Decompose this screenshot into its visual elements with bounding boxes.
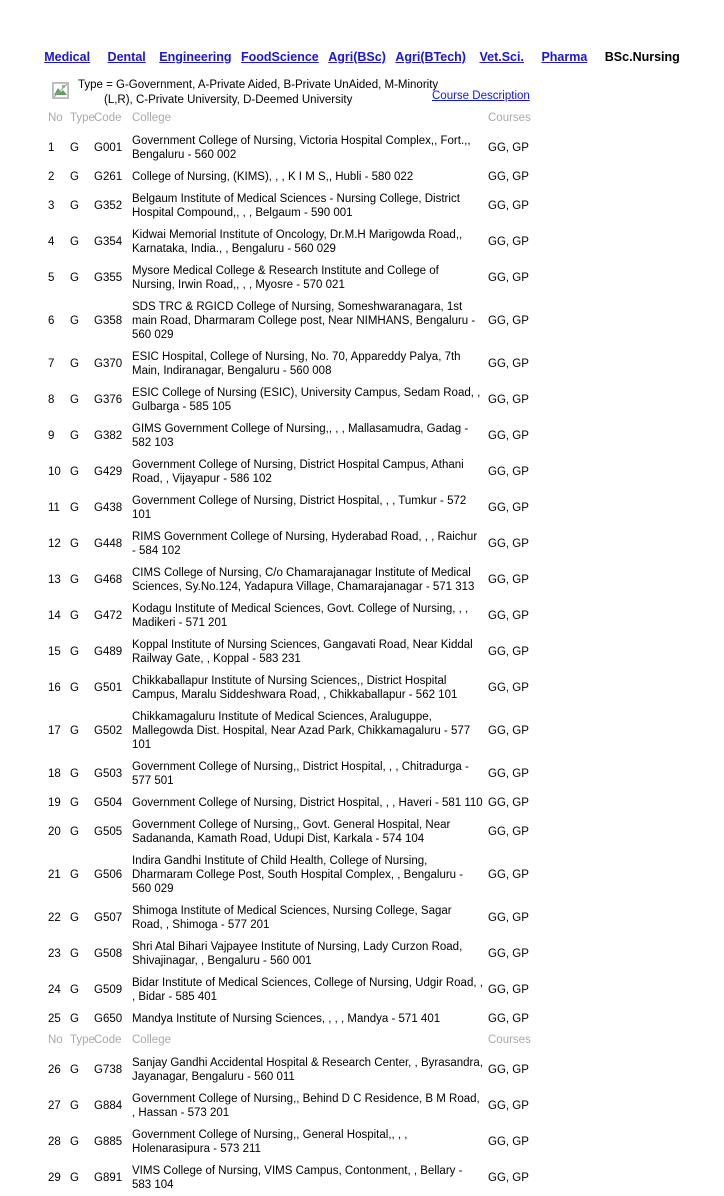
cell-courses: GG, GP (488, 1064, 529, 1076)
table-row (0, 224, 724, 260)
cell-no: 11 (48, 502, 60, 514)
cell-courses: GG, GP (488, 430, 529, 442)
cell-type: G (70, 984, 79, 996)
cell-code: G884 (94, 1100, 123, 1112)
table-row (0, 1160, 724, 1196)
nav-link-pharma[interactable]: Pharma (541, 50, 588, 64)
row-spacer (0, 670, 46, 706)
cell-type: G (70, 466, 79, 478)
cell-type: G (70, 1100, 79, 1112)
cell-code: G429 (94, 466, 123, 478)
row-spacer (0, 296, 46, 346)
cell-code: G261 (94, 171, 123, 183)
cell-no: 14 (48, 610, 61, 622)
header-college: College (132, 1034, 171, 1046)
table-row (0, 850, 724, 900)
cell-college: Mandya Institute of Nursing Sciences, , , , Mandya - 571 401 (132, 1013, 441, 1025)
type-legend-text (78, 78, 448, 107)
cell-courses: GG, GP (488, 1100, 529, 1112)
cell-no: 28 (48, 1136, 61, 1148)
cell-code: G352 (94, 200, 123, 212)
row-spacer (0, 260, 46, 296)
cell-courses: GG, GP (488, 682, 529, 694)
row-spacer (0, 454, 46, 490)
cell-code: G504 (94, 797, 123, 809)
header-no: No (48, 112, 63, 124)
table-header-row (0, 108, 724, 130)
cell-type: G (70, 358, 79, 370)
table-row (0, 490, 724, 526)
table-row (0, 1052, 724, 1088)
row-spacer (0, 130, 46, 166)
course-description-link[interactable]: Course Description (432, 90, 530, 102)
cell-college: ESIC Hospital, College of Nursing, No. 70, Appareddy Palya, 7th Main, Indiranagar, Bengaluru - 560 008 (132, 351, 461, 377)
cell-no: 2 (48, 171, 55, 183)
cell-type: G (70, 768, 79, 780)
cell-code: G885 (94, 1136, 123, 1148)
cell-college: Chikkaballapur Institute of Nursing Sciences,, District Hospital Campus, Maralu Siddeshwara Road, , Chikkaballapur - 562 101 (132, 675, 458, 701)
cell-code: G358 (94, 315, 123, 327)
cell-code: G502 (94, 725, 123, 737)
cell-courses: GG, GP (488, 610, 529, 622)
header-type: Type (70, 112, 95, 124)
cell-courses: GG, GP (488, 646, 529, 658)
cell-no: 20 (48, 826, 61, 838)
cell-college: ESIC College of Nursing (ESIC), University Campus, Sedam Road, , Gulbarga - 585 105 (132, 387, 481, 413)
cell-type: G (70, 869, 79, 881)
cell-type: G (70, 682, 79, 694)
cell-no: 10 (48, 466, 61, 478)
cell-no: 8 (48, 394, 55, 406)
cell-code: G506 (94, 869, 123, 881)
nav-link-dental[interactable]: Dental (107, 50, 146, 64)
row-spacer (0, 382, 46, 418)
type-legend-line1: Type = G-Government, A-Private Aided, B-Private UnAided, M-Minority (78, 79, 439, 91)
cell-courses: GG, GP (488, 538, 529, 550)
colleges-table-wrapper (0, 108, 724, 1196)
cell-code: G507 (94, 912, 123, 924)
cell-courses: GG, GP (488, 236, 529, 248)
cell-no: 13 (48, 574, 61, 586)
cell-no: 26 (48, 1064, 61, 1076)
cell-no: 1 (48, 142, 55, 154)
cell-type: G (70, 725, 79, 737)
cell-courses: GG, GP (488, 315, 529, 327)
cell-college: GIMS Government College of Nursing,, , , Mallasamudra, Gadag - 582 103 (132, 423, 469, 449)
cell-type: G (70, 272, 79, 284)
header-type: Type (70, 1034, 95, 1046)
row-spacer (0, 490, 46, 526)
cell-no: 3 (48, 200, 55, 212)
cell-college: Government College of Nursing,, General Hospital,, , , Holenarasipura - 573 211 (132, 1129, 408, 1155)
cell-no: 16 (48, 682, 61, 694)
cell-college: Belgaum Institute of Medical Sciences - Nursing College, District Hospital Compound,, , , Belgaum - 590 001 (132, 193, 460, 219)
table-row (0, 1008, 724, 1030)
cell-type: G (70, 538, 79, 550)
row-spacer (0, 188, 46, 224)
cell-college: Government College of Nursing, District Hospital, , , Tumkur - 572 101 (132, 495, 467, 521)
cell-code: G505 (94, 826, 123, 838)
table-row (0, 382, 724, 418)
cell-college: RIMS Government College of Nursing, Hyderabad Road, , , Raichur - 584 102 (132, 531, 478, 557)
row-spacer (0, 756, 46, 792)
cell-code: G891 (94, 1172, 123, 1184)
cell-no: 6 (48, 315, 55, 327)
table-row (0, 598, 724, 634)
cell-courses: GG, GP (488, 797, 529, 809)
cell-college: Government College of Nursing,, Govt. General Hospital, Near Sadananda, Kamath Road, Udupi Dist, Karkala - 574 104 (132, 819, 451, 845)
table-row (0, 756, 724, 792)
nav-link-agri-btech[interactable]: Agri(BTech) (395, 50, 466, 64)
cell-no: 23 (48, 948, 61, 960)
cell-courses: GG, GP (488, 574, 529, 586)
header-courses: Courses (488, 112, 531, 124)
cell-no: 5 (48, 272, 55, 284)
cell-code: G489 (94, 646, 123, 658)
header-spacer (0, 1030, 46, 1052)
cell-college: College of Nursing, (KIMS), , , K I M S,, Hubli - 580 022 (132, 171, 414, 183)
row-spacer (0, 346, 46, 382)
top-navigation (0, 50, 724, 64)
cell-type: G (70, 912, 79, 924)
cell-courses: GG, GP (488, 912, 529, 924)
table-row (0, 706, 724, 756)
type-legend-line2: (L,R), C-Private University, D-Deemed University (104, 93, 353, 106)
table-row (0, 1088, 724, 1124)
row-spacer (0, 936, 46, 972)
cell-no: 24 (48, 984, 61, 996)
row-spacer (0, 972, 46, 1008)
cell-college: Chikkamagaluru Institute of Medical Sciences, Araluguppe, Mallegowda Dist. Hospital, Near Azad Park, Chikkamagaluru - 577 101 (132, 711, 471, 751)
table-row (0, 188, 724, 224)
row-spacer (0, 706, 46, 756)
cell-courses: GG, GP (488, 502, 529, 514)
row-spacer (0, 1008, 46, 1030)
cell-code: G509 (94, 984, 123, 996)
cell-code: G382 (94, 430, 123, 442)
cell-no: 15 (48, 646, 61, 658)
table-row (0, 346, 724, 382)
cell-type: G (70, 1013, 79, 1025)
table-row (0, 814, 724, 850)
cell-courses: GG, GP (488, 466, 529, 478)
header-no: No (48, 1034, 63, 1046)
row-spacer (0, 224, 46, 260)
row-spacer (0, 1088, 46, 1124)
cell-courses: GG, GP (488, 394, 529, 406)
cell-code: G354 (94, 236, 123, 248)
cell-courses: GG, GP (488, 142, 529, 154)
cell-no: 18 (48, 768, 61, 780)
cell-type: G (70, 1064, 79, 1076)
row-spacer (0, 166, 46, 188)
table-row (0, 1124, 724, 1160)
cell-code: G001 (94, 142, 123, 154)
table-row (0, 936, 724, 972)
nav-link-medical[interactable]: Medical (44, 50, 91, 64)
cell-type: G (70, 236, 79, 248)
colleges-table-body (0, 108, 724, 1196)
table-row (0, 166, 724, 188)
cell-type: G (70, 1136, 79, 1148)
cell-courses: GG, GP (488, 869, 529, 881)
cell-courses: GG, GP (488, 826, 529, 838)
cell-college: Mysore Medical College & Research Institute and College of Nursing, Irwin Road,, , , Myosre - 570 021 (132, 265, 439, 291)
cell-courses: GG, GP (488, 1136, 529, 1148)
nav-link-vet-sci[interactable]: Vet.Sci. (479, 50, 524, 64)
cell-type: G (70, 826, 79, 838)
nav-current-bsc-nursing: BSc.Nursing (604, 50, 680, 64)
cell-no: 27 (48, 1100, 61, 1112)
colleges-table (0, 108, 724, 1196)
cell-type: G (70, 797, 79, 809)
cell-no: 19 (48, 797, 61, 809)
cell-courses: GG, GP (488, 984, 529, 996)
cell-no: 22 (48, 912, 61, 924)
cell-college: Shri Atal Bihari Vajpayee Institute of Nursing, Lady Curzon Road, Shivajinagar, , Bengaluru - 560 001 (132, 941, 463, 967)
row-spacer (0, 1052, 46, 1088)
cell-college: VIMS College of Nursing, VIMS Campus, Contonment, , Bellary - 583 104 (132, 1165, 463, 1191)
row-spacer (0, 814, 46, 850)
table-row (0, 526, 724, 562)
cell-type: G (70, 430, 79, 442)
table-row (0, 296, 724, 346)
table-row (0, 130, 724, 166)
table-row (0, 562, 724, 598)
nav-link-engineering[interactable]: Engineering (159, 50, 232, 64)
cell-college: Sanjay Gandhi Accidental Hospital & Research Center, , Byrasandra, Jayanagar, Bengaluru - 560 011 (132, 1057, 483, 1083)
table-row (0, 418, 724, 454)
row-spacer (0, 634, 46, 670)
cell-courses: GG, GP (488, 272, 529, 284)
cell-college: Kodagu Institute of Medical Sciences, Govt. College of Nursing, , , Madikeri - 571 201 (132, 603, 469, 629)
cell-type: G (70, 574, 79, 586)
cell-courses: GG, GP (488, 725, 529, 737)
cell-type: G (70, 646, 79, 658)
cell-college: CIMS College of Nursing, C/o Chamarajanagar Institute of Medical Sciences, Sy.No.124, Yadapura Village, Chamarajanagar - 571 313 (132, 567, 475, 593)
cell-no: 12 (48, 538, 61, 550)
cell-college: Indira Gandhi Institute of Child Health, College of Nursing, Dharmaram College Post, South Hospital Complex, , Bengaluru - 560 029 (132, 855, 464, 895)
cell-courses: GG, GP (488, 1172, 529, 1184)
cell-courses: GG, GP (488, 358, 529, 370)
header-code: Code (94, 1034, 122, 1046)
cell-type: G (70, 394, 79, 406)
nav-link-foodscience[interactable]: FoodScience (240, 50, 319, 64)
cell-college: Koppal Institute of Nursing Sciences, Gangavati Road, Near Kiddal Railway Gate, , Koppal - 583 231 (132, 639, 473, 665)
cell-code: G438 (94, 502, 123, 514)
cell-college: Shimoga Institute of Medical Sciences, Nursing College, Sagar Road, , Shimoga - 577 201 (132, 905, 452, 931)
cell-type: G (70, 200, 79, 212)
cell-type: G (70, 948, 79, 960)
row-spacer (0, 418, 46, 454)
cell-college: Government College of Nursing, Victoria Hospital Complex,, Fort.,, Bengaluru - 560 002 (132, 135, 471, 161)
table-row (0, 454, 724, 490)
cell-college: SDS TRC & RGICD College of Nursing, Someshwaranagara, 1st main Road, Dharmaram College post, Near NIMHANS, Bengaluru - 560 029 (132, 301, 476, 341)
cell-college: Government College of Nursing, District Hospital Campus, Athani Road, , Vijayapur - 586 102 (132, 459, 464, 485)
table-row (0, 634, 724, 670)
nav-link-agri-bsc[interactable]: Agri(BSc) (328, 50, 386, 64)
row-spacer (0, 900, 46, 936)
cell-code: G650 (94, 1013, 123, 1025)
header-courses: Courses (488, 1034, 531, 1046)
cell-courses: GG, GP (488, 948, 529, 960)
cell-no: 7 (48, 358, 55, 370)
cell-college: Government College of Nursing,, District Hospital, , , Chitradurga - 577 501 (132, 761, 469, 787)
cell-code: G472 (94, 610, 123, 622)
cell-code: G738 (94, 1064, 123, 1076)
cell-code: G376 (94, 394, 123, 406)
cell-college: Bidar Institute of Medical Sciences, College of Nursing, Udgir Road, , , Bidar - 585 401 (132, 977, 483, 1003)
cell-code: G503 (94, 768, 123, 780)
cell-type: G (70, 502, 79, 514)
cell-no: 17 (48, 725, 61, 737)
header-college: College (132, 112, 171, 124)
cell-code: G508 (94, 948, 123, 960)
cell-no: 21 (48, 869, 61, 881)
table-header-row-repeat (0, 1030, 724, 1052)
cell-courses: GG, GP (488, 768, 529, 780)
cell-type: G (70, 1172, 79, 1184)
cell-type: G (70, 610, 79, 622)
row-spacer (0, 562, 46, 598)
row-spacer (0, 850, 46, 900)
table-row (0, 792, 724, 814)
cell-courses: GG, GP (488, 171, 529, 183)
cell-courses: GG, GP (488, 200, 529, 212)
cell-code: G355 (94, 272, 123, 284)
cell-type: G (70, 171, 79, 183)
table-row (0, 900, 724, 936)
row-spacer (0, 526, 46, 562)
row-spacer (0, 1160, 46, 1196)
cell-no: 25 (48, 1013, 61, 1025)
table-row (0, 670, 724, 706)
cell-type: G (70, 142, 79, 154)
row-spacer (0, 1124, 46, 1160)
cell-courses: GG, GP (488, 1013, 529, 1025)
header-code: Code (94, 112, 122, 124)
table-row (0, 260, 724, 296)
cell-code: G468 (94, 574, 123, 586)
cell-code: G370 (94, 358, 123, 370)
cell-type: G (70, 315, 79, 327)
row-spacer (0, 598, 46, 634)
cell-no: 29 (48, 1172, 61, 1184)
table-row (0, 972, 724, 1008)
cell-college: Government College of Nursing, District Hospital, , , Haveri - 581 110 (132, 797, 483, 809)
cell-no: 4 (48, 236, 55, 248)
header-spacer (0, 108, 46, 130)
cell-college: Kidwai Memorial Institute of Oncology, Dr.M.H Marigowda Road,, Karnataka, India., , Bengaluru - 560 029 (132, 229, 463, 255)
broken-image-icon (52, 82, 69, 99)
row-spacer (0, 792, 46, 814)
cell-college: Government College of Nursing,, Behind D C Residence, B M Road, , Hassan - 573 201 (132, 1093, 480, 1119)
cell-code: G501 (94, 682, 123, 694)
cell-code: G448 (94, 538, 123, 550)
cell-no: 9 (48, 430, 55, 442)
